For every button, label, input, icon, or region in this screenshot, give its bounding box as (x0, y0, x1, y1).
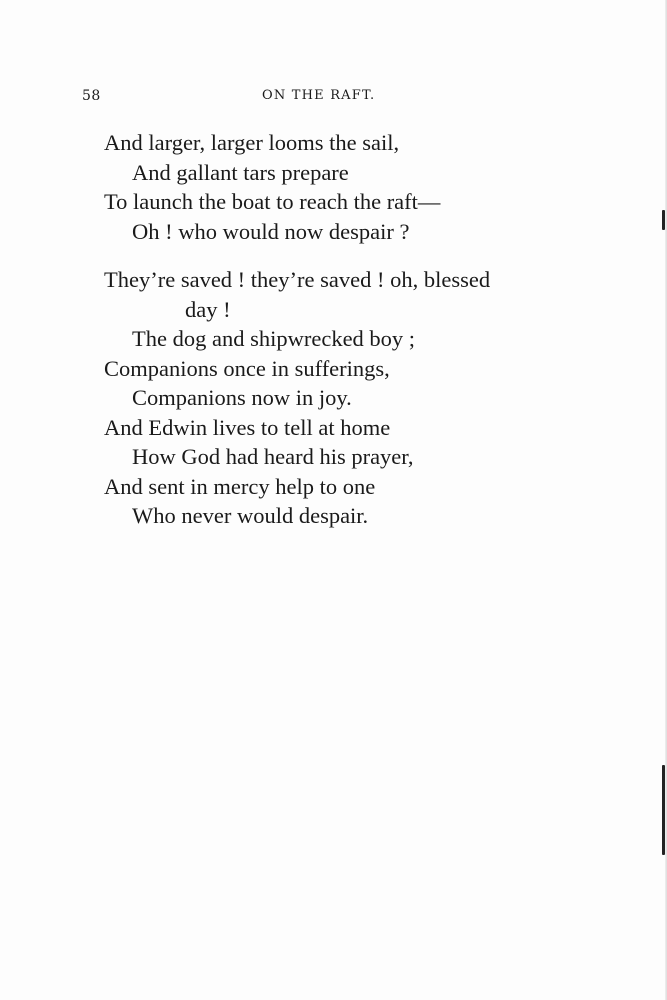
poem-line: Companions once in sufferings, (104, 355, 390, 381)
page-header (0, 88, 667, 108)
poem-line: And larger, larger looms the sail, (104, 130, 400, 155)
poem-line: Who never would despair. (132, 503, 369, 528)
stanza-2 (0, 265, 667, 531)
poem-line: To launch the boat to reach the raft— (104, 189, 441, 214)
poem (0, 128, 667, 531)
scan-edge-mark (662, 765, 665, 855)
poem-line: They’re saved ! they’re saved ! oh, blessed (104, 267, 491, 292)
poem-line: And gallant tars prepare (132, 159, 349, 185)
scan-edge-mark (662, 210, 665, 230)
poem-line: And sent in mercy help to one (104, 473, 376, 499)
poem-line: Oh ! who would now despair ? (132, 218, 410, 244)
running-title: ON THE RAFT. (262, 88, 376, 103)
page-number: 58 (82, 88, 101, 104)
poem-line-continuation: day ! (185, 296, 231, 322)
poem-line: How God had heard his prayer, (132, 444, 414, 469)
poem-line: The dog and shipwrecked boy ; (132, 326, 416, 351)
poem-line: Companions now in joy. (132, 385, 352, 410)
poem-line: And Edwin lives to tell at home (104, 414, 391, 440)
stanza-1 (0, 128, 667, 246)
